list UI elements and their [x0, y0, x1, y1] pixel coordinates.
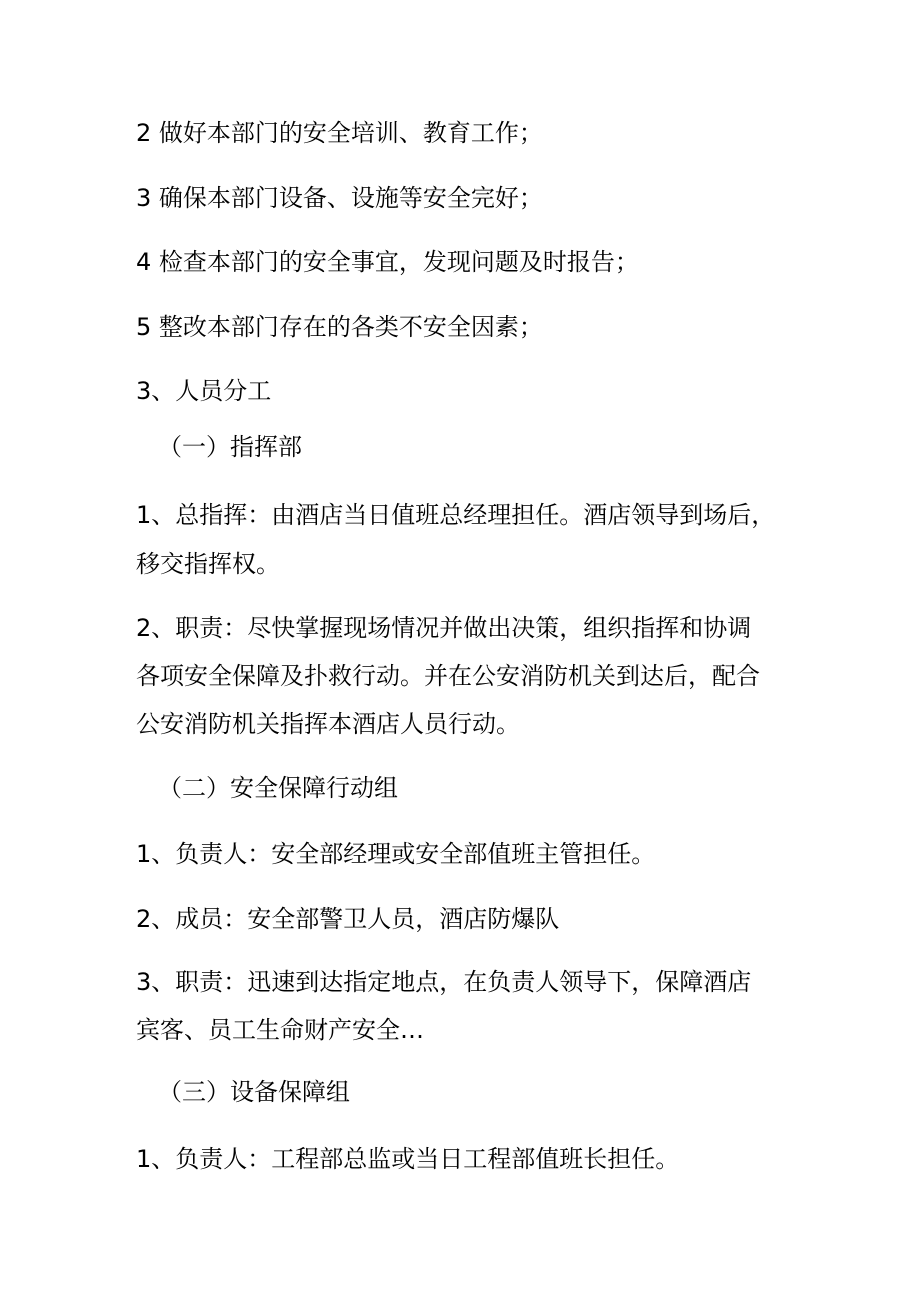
- paragraph-duties-line-1: 2、职责：尽快掌握现场情况并做出决策，组织指挥和协调: [136, 614, 752, 642]
- subsection-heading-equipment-team: （三）设备保障组: [158, 1078, 350, 1106]
- paragraph-security-duties-line-2: 宾客、员工生命财产安全…: [136, 1016, 424, 1044]
- paragraph-commander-line-1: 1、总指挥：由酒店当日值班总经理担任。酒店领导到场后，: [136, 501, 776, 529]
- subsection-heading-command: （一）指挥部: [158, 433, 302, 461]
- paragraph-commander-line-2: 移交指挥权。: [136, 550, 280, 578]
- list-item-3: 3 确保本部门设备、设施等安全完好；: [136, 184, 543, 212]
- subsection-heading-security-team: （二）安全保障行动组: [158, 774, 398, 802]
- paragraph-security-lead: 1、负责人：安全部经理或安全部值班主管担任。: [136, 840, 656, 868]
- list-item-2: 2 做好本部门的安全培训、教育工作；: [136, 119, 543, 147]
- list-item-5: 5 整改本部门存在的各类不安全因素；: [136, 313, 543, 341]
- paragraph-equipment-lead: 1、负责人：工程部总监或当日工程部值班长担任。: [136, 1145, 680, 1173]
- section-heading-staffing: 3、人员分工: [136, 377, 272, 405]
- paragraph-duties-line-3: 公安消防机关指挥本酒店人员行动。: [136, 710, 520, 738]
- paragraph-security-duties-line-1: 3、职责：迅速到达指定地点，在负责人领导下，保障酒店: [136, 968, 752, 996]
- paragraph-security-members: 2、成员：安全部警卫人员，酒店防爆队: [136, 905, 560, 933]
- paragraph-duties-line-2: 各项安全保障及扑救行动。并在公安消防机关到达后，配合: [136, 662, 760, 690]
- list-item-4: 4 检查本部门的安全事宜，发现问题及时报告；: [136, 248, 639, 276]
